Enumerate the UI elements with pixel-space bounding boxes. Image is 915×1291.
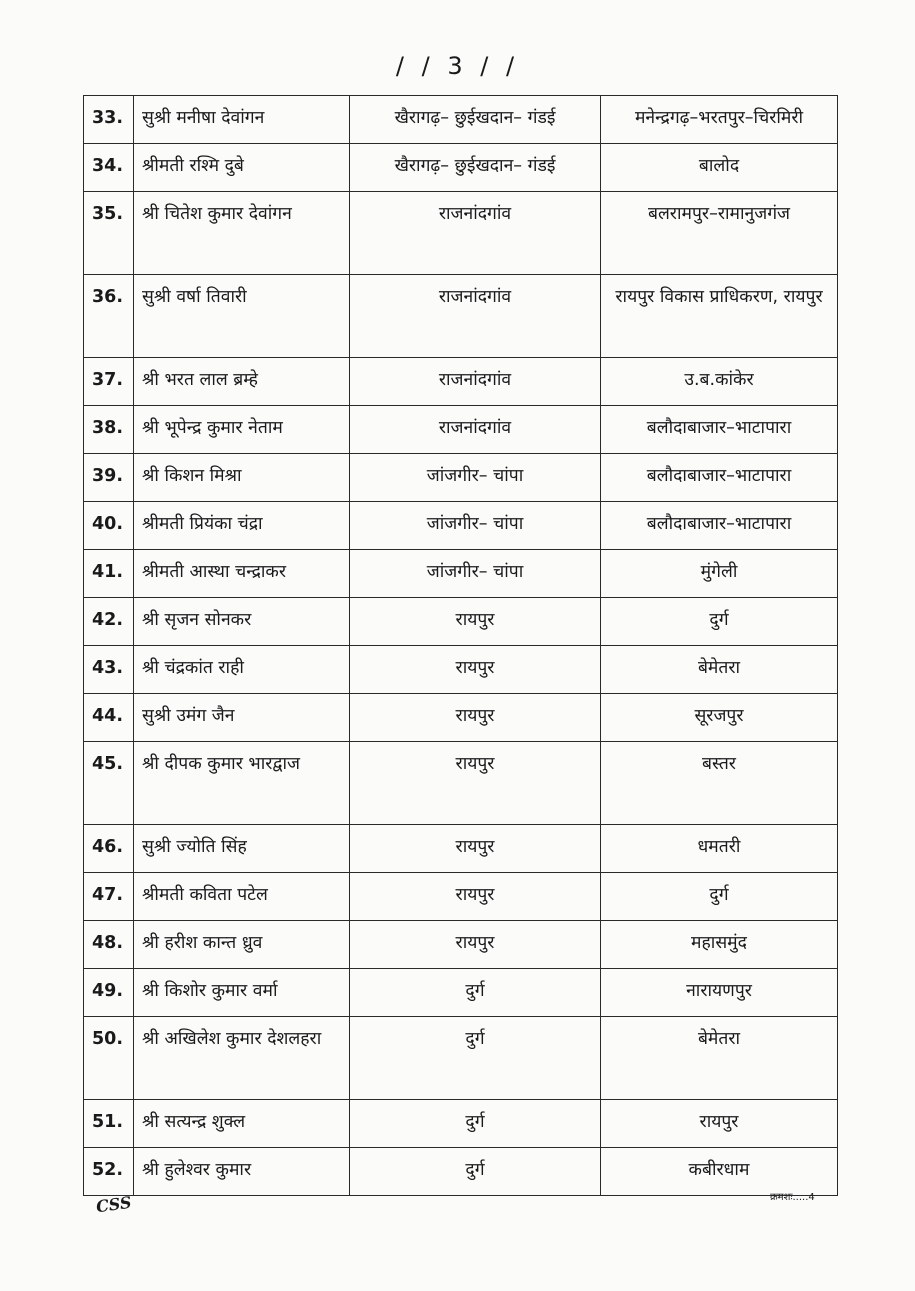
from-district-cell: खैरागढ़– छुईखदान– गंडई <box>350 96 601 144</box>
serial-number-cell: 51. <box>84 1100 134 1148</box>
continued-note: क्रमशः.....4 <box>770 1192 815 1203</box>
table-row <box>84 144 838 192</box>
officer-name-cell: श्री अखिलेश कुमार देशलहरा <box>134 1017 350 1100</box>
to-district-cell: धमतरी <box>601 825 838 873</box>
officer-name-cell: श्रीमती रश्मि दुबे <box>134 144 350 192</box>
to-district-cell: बलौदाबाजार–भाटापारा <box>601 406 838 454</box>
table-row <box>84 1148 838 1196</box>
officer-name-cell: श्री चितेश कुमार देवांगन <box>134 192 350 275</box>
officer-name-cell: श्री दीपक कुमार भारद्वाज <box>134 742 350 825</box>
to-district-cell: बस्तर <box>601 742 838 825</box>
from-district-cell: राजनांदगांव <box>350 192 601 275</box>
serial-number-cell: 50. <box>84 1017 134 1100</box>
from-district-cell: राजनांदगांव <box>350 275 601 358</box>
from-district-cell: रायपुर <box>350 742 601 825</box>
officer-name-cell: श्रीमती प्रियंका चंद्रा <box>134 502 350 550</box>
from-district-cell: जांजगीर– चांपा <box>350 550 601 598</box>
to-district-cell: मुंगेली <box>601 550 838 598</box>
from-district-cell: रायपुर <box>350 921 601 969</box>
to-district-cell: दुर्ग <box>601 873 838 921</box>
serial-number-cell: 40. <box>84 502 134 550</box>
to-district-cell: कबीरधाम <box>601 1148 838 1196</box>
to-district-cell: दुर्ग <box>601 598 838 646</box>
table-row <box>84 192 838 275</box>
from-district-cell: दुर्ग <box>350 1017 601 1100</box>
officer-name-cell: सुश्री वर्षा तिवारी <box>134 275 350 358</box>
to-district-cell: उ.ब.कांकेर <box>601 358 838 406</box>
officer-name-cell: श्री चंद्रकांत राही <box>134 646 350 694</box>
serial-number-cell: 37. <box>84 358 134 406</box>
serial-number-cell: 44. <box>84 694 134 742</box>
to-district-cell: बलौदाबाजार–भाटापारा <box>601 454 838 502</box>
table-row <box>84 694 838 742</box>
officer-name-cell: श्री हरीश कान्त ध्रुव <box>134 921 350 969</box>
from-district-cell: दुर्ग <box>350 1100 601 1148</box>
to-district-cell: सूरजपुर <box>601 694 838 742</box>
officer-name-cell: श्री भरत लाल ब्रम्हे <box>134 358 350 406</box>
table-row <box>84 969 838 1017</box>
from-district-cell: रायपुर <box>350 598 601 646</box>
to-district-cell: बलरामपुर–रामानुजगंज <box>601 192 838 275</box>
serial-number-cell: 46. <box>84 825 134 873</box>
to-district-cell: बेमेतरा <box>601 1017 838 1100</box>
to-district-cell: रायपुर <box>601 1100 838 1148</box>
serial-number-cell: 33. <box>84 96 134 144</box>
table-row <box>84 96 838 144</box>
initials-signature: CSS <box>94 1192 133 1217</box>
to-district-cell: महासमुंद <box>601 921 838 969</box>
table-row <box>84 454 838 502</box>
table-row <box>84 502 838 550</box>
from-district-cell: खैरागढ़– छुईखदान– गंडई <box>350 144 601 192</box>
to-district-cell: नारायणपुर <box>601 969 838 1017</box>
serial-number-cell: 49. <box>84 969 134 1017</box>
to-district-cell: रायपुर विकास प्राधिकरण, रायपुर <box>601 275 838 358</box>
to-district-cell: बलौदाबाजार–भाटापारा <box>601 502 838 550</box>
officer-name-cell: श्री किशन मिश्रा <box>134 454 350 502</box>
page-number: / / 3 / / <box>395 52 520 80</box>
from-district-cell: राजनांदगांव <box>350 358 601 406</box>
officer-name-cell: श्री किशोर कुमार वर्मा <box>134 969 350 1017</box>
table-row <box>84 646 838 694</box>
table-row <box>84 1017 838 1100</box>
serial-number-cell: 48. <box>84 921 134 969</box>
officer-name-cell: श्री सृजन सोनकर <box>134 598 350 646</box>
officer-name-cell: सुश्री ज्योति सिंह <box>134 825 350 873</box>
transfer-table <box>83 95 838 1196</box>
table-row <box>84 921 838 969</box>
from-district-cell: जांजगीर– चांपा <box>350 502 601 550</box>
table-body <box>84 96 838 1196</box>
table-row <box>84 873 838 921</box>
serial-number-cell: 43. <box>84 646 134 694</box>
to-district-cell: मनेन्द्रगढ़–भरतपुर–चिरमिरी <box>601 96 838 144</box>
serial-number-cell: 38. <box>84 406 134 454</box>
serial-number-cell: 34. <box>84 144 134 192</box>
to-district-cell: बालोद <box>601 144 838 192</box>
officer-name-cell: सुश्री मनीषा देवांगन <box>134 96 350 144</box>
from-district-cell: राजनांदगांव <box>350 406 601 454</box>
serial-number-cell: 35. <box>84 192 134 275</box>
officer-name-cell: श्रीमती कविता पटेल <box>134 873 350 921</box>
from-district-cell: रायपुर <box>350 646 601 694</box>
serial-number-cell: 41. <box>84 550 134 598</box>
serial-number-cell: 45. <box>84 742 134 825</box>
to-district-cell: बेमेतरा <box>601 646 838 694</box>
serial-number-cell: 36. <box>84 275 134 358</box>
table-row <box>84 550 838 598</box>
table-row <box>84 275 838 358</box>
from-district-cell: रायपुर <box>350 825 601 873</box>
from-district-cell: दुर्ग <box>350 1148 601 1196</box>
table-row <box>84 1100 838 1148</box>
from-district-cell: जांजगीर– चांपा <box>350 454 601 502</box>
serial-number-cell: 42. <box>84 598 134 646</box>
officer-name-cell: श्री सत्यन्द्र शुक्ल <box>134 1100 350 1148</box>
serial-number-cell: 39. <box>84 454 134 502</box>
serial-number-cell: 47. <box>84 873 134 921</box>
table-row <box>84 742 838 825</box>
from-district-cell: दुर्ग <box>350 969 601 1017</box>
officer-name-cell: श्रीमती आस्था चन्द्राकर <box>134 550 350 598</box>
table-row <box>84 825 838 873</box>
table-row <box>84 358 838 406</box>
table-row <box>84 598 838 646</box>
officer-name-cell: श्री भूपेन्द्र कुमार नेताम <box>134 406 350 454</box>
table-row <box>84 406 838 454</box>
from-district-cell: रायपुर <box>350 873 601 921</box>
serial-number-cell: 52. <box>84 1148 134 1196</box>
from-district-cell: रायपुर <box>350 694 601 742</box>
officer-name-cell: श्री हुलेश्वर कुमार <box>134 1148 350 1196</box>
officer-name-cell: सुश्री उमंग जैन <box>134 694 350 742</box>
